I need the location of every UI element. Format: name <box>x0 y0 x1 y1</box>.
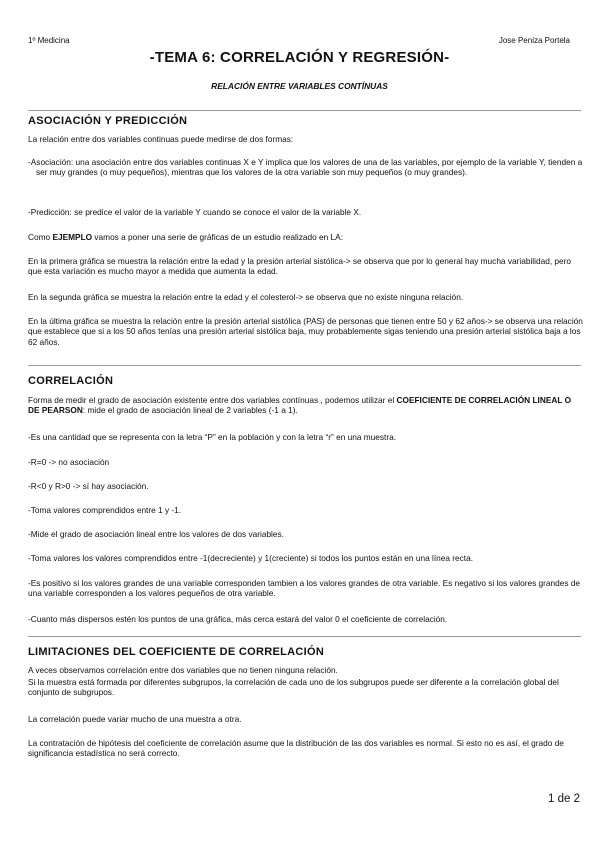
paragraph-ejemplo: Como EJEMPLO vamos a poner una serie de gráficas de un estudio realizado en LA: <box>28 232 344 242</box>
list-item: -Es positivo si los valores grandes de una variable corresponden tambien a los valores grandes de otra variable. Es negativo si los valores grandes de una variable corresponden a los valores pequeños de otra variable. <box>28 578 581 599</box>
bold-term: COEFICIENTE DE CORRELACIÓN LINEAL O DE PEARSON <box>28 395 572 416</box>
section-heading-asociacion: ASOCIACIÓN Y PREDICCIÓN <box>28 115 188 127</box>
paragraph: La relación entre dos variables continuas puede medirse de dos formas: <box>28 134 294 144</box>
paragraph-grafica-3: En la última gráfica se muestra la relación entre la presión arterial sistólica (PAS) de personas que tienen entre 50 y 62 años-> se observa una relación que establece que si a los 50 años tenías una presión arterial sistólica baja, muy probablemente sigas teniendo una presión arterial sistólica baja a los 62 años. <box>28 316 583 347</box>
paragraph-grafica-1: En la primera gráfica se muestra la relación entre la edad y la presión arterial sistólica-> se observa que por lo general hay mucha variabilidad, pero que esta variación es mucho mayor a medida que aumenta la edad. <box>28 256 572 277</box>
list-item: -R<0 y R>0 -> sí hay asociación. <box>28 481 149 491</box>
list-item: -Toma valores comprendidos entre 1 y -1. <box>28 505 182 515</box>
paragraph-asociacion: -Asociación: una asociación entre dos variables continuas X e Y implica que los valores de una de las variables, por ejemplo de la variable Y, tienden a ser muy grandes (o muy pequeños), mientras que los valores de la otra variable son muy pequeños (o muy grandes). <box>28 157 583 178</box>
header-author: Jose Peniza Portela <box>498 36 570 45</box>
term-label: -Predicción <box>28 207 70 217</box>
paragraph-prediccion: -Predicción: se predice el valor de la variable Y cuando se conoce el valor de la variable X. <box>28 207 362 217</box>
paragraph-correlacion-intro: Forma de medir el grado de asociación existente entre dos variables contínuas , podemos utilizar el COEFICIENTE DE CORRELACIÓN LINEAL O DE PEARSON: mide el grado de asociación lineal de 2 variables (-1 a 1). <box>28 395 572 416</box>
paragraph-grafica-2: En la segunda gráfica se muestra la relación entre la edad y el colesterol-> se observa que no existe ninguna relación. <box>28 292 464 302</box>
page-subtitle: RELACIÓN ENTRE VARIABLES CONTÍNUAS <box>211 81 388 91</box>
page-number: 1 de 2 <box>548 793 580 805</box>
bold-term: EJEMPLO <box>52 232 93 242</box>
section-divider <box>28 110 581 111</box>
list-item: -Mide el grado de asociación lineal entre los valores de dos variables. <box>28 529 284 539</box>
section-heading-limitaciones: LIMITACIONES DEL COEFICIENTE DE CORRELACIÓN <box>28 646 325 658</box>
list-item: -Es una cantidad que se representa con la letra “P” en la población y con la letra “r” en una muestra. <box>28 432 397 442</box>
header-course: 1º Medicina <box>28 36 70 45</box>
paragraph: A veces observamos correlación entre dos variables que no tienen ninguna relación. <box>28 665 338 675</box>
section-heading-correlacion: CORRELACIÓN <box>28 375 114 387</box>
list-item: -Toma valores los valores comprendidos entre -1(decreciente) y 1(creciente) si todos los puntos están en una línea recta. <box>28 553 474 563</box>
term-label: -Asociación <box>28 157 71 167</box>
page-title: -TEMA 6: CORRELACIÓN Y REGRESIÓN- <box>149 49 450 66</box>
section-divider <box>28 636 581 637</box>
section-divider <box>28 365 581 366</box>
list-item: -R=0 -> no asociación <box>28 457 110 467</box>
list-item: -Cuanto más dispersos estén los puntos de una gráfica, más cerca estará del valor 0 el coeficiente de correlación. <box>28 614 448 624</box>
paragraph: La contratación de hipótesis del coeficiente de correlación asume que la distribución de las dos variables es normal. Si esto no es así, el grado de significancia estadística no será correcto. <box>28 738 564 759</box>
paragraph: La correlación puede variar mucho de una muestra a otra. <box>28 714 242 724</box>
paragraph: Si la muestra está formada por diferentes subgrupos, la correlación de cada uno de los subgrupos puede ser diferente a la correlación global del conjunto de subgrupos. <box>28 677 559 698</box>
